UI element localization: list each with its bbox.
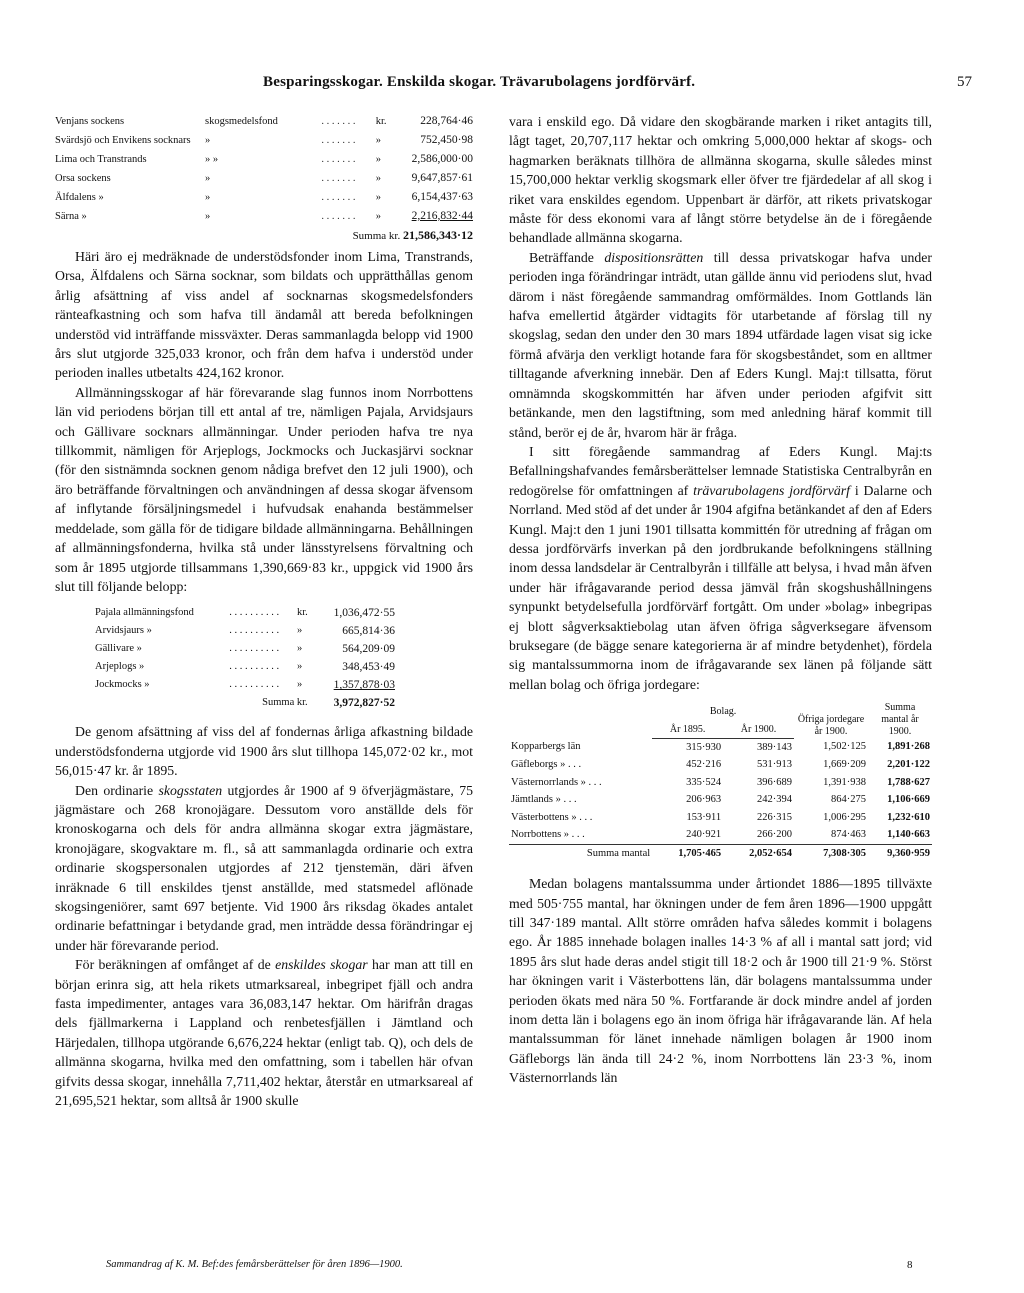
emphasis: enskildes skogar [275,957,368,973]
paragraph [55,781,473,956]
table-row [509,756,932,774]
cell-ofriga: 1,502·125 [823,741,866,753]
paragraph: Allmänningsskogar af här förevarande slag funnos inom Norrbottens län vid periodens början till ett antal af tre, nämligen Pajala, Arvidsjaurs och Gällivare socknars allmänningar. Under perioden hafva tre nya tillkommit, nämligen för Arjeplogs, Jockmocks och Juckasjärvi socknar (för den sistnämnda socknen genom nådiga brefvet den 12 juli 1900), och äro beträffande förvaltningen och användningen af dessa skogar äfvensom af inflytande försäljningsmedel i hufvudsak enahanda bestämmelser meddelade, som gälla för de tidigare bildade allmänningarna. Behållningen af allmänningsfonderna, hvilka stå under länsstyrelsens förvaltning och som år 1895 utgjorde tillsammans 1,390,669·83 kr., uppgick vid 1900 års slut till följande belopp: [55,384,473,594]
paragraph [55,955,473,1110]
running-title: Besparingsskogar. Enskilda skogar. Trävarubolagens jordförvärf. [263,74,696,90]
text-run: Den ordinarie [75,782,159,798]
table-row [509,738,932,756]
table-sum-row [509,844,932,862]
fund-sum-value: 21,586,343·12 [402,228,473,242]
cell-1895: 153·911 [686,811,722,823]
fund-amount: 665,814·36 [342,625,395,638]
lan-name: Norrbottens » . . . [511,829,585,841]
fund-unit: » [297,625,303,637]
fund-label: skogsmedelsfond [205,116,278,127]
text-run: Beträffande [529,249,605,265]
footer-citation: Sammandrag af K. M. Bef:des femårsberättelser för åren 1896—1900. [106,1259,403,1270]
fund-unit: kr. [375,116,387,127]
ofriga-header: Öfriga jordegare år 1900. [797,714,865,738]
running-header [0,74,1024,96]
text-run: har man att till en början erinra sig, att hela rikets utmarksareal, inbegripet fjäll och andra fasta impedimenter, antages vara 36,083,147 hektar. Om härifrån dragas dels fjällmarkerna i Lappland och renbetesfjällen i Jämtland och Härjedalen, tillhopa utgörande 6,676,224 hektar (enligt tab. Q), och dels de allmänna skogarna, hvilka med den omfattning, som i tabellen här ofvan gifvits dessa skogar, innehålla 7,711,402 hektar, återstår en utmarksareal af 21,695,521 hektar, som alltså år 1900 skulle [55,957,473,1109]
year-1900-header: År 1900. [723,718,794,738]
text-run: utgjordes år 1900 af 9 öfverjägmästare, 75 jägmästare och 268 kronojägare. Dessutom voro anställde dels för kronoskogarna och dels för andra allmänna skogar extra jägmästare, kronojägare, skogvaktare m. fl., så att sammanlagda ordinarie och extra ordinarie skogspersonalen utgjordes af 212 tjenstemän, däri äfven inräknade 6 till enskildes tjenst anställde, med statsmedel aflönade skogsingeniörer, samt 697 betjente. Vid 1900 års riksdag ökades antalet ordinarie befattningar i betydande grad, men inträdde dessa förändringar ej under här förevarande period. [55,782,473,953]
cell-1895: 240·921 [686,829,722,841]
paragraph [509,248,932,442]
leader-dots: . . . . . . . . . . [229,625,280,637]
table-row [55,150,473,169]
sum-ofriga: 7,308·305 [794,844,868,862]
cell-ofriga: 1,391·938 [823,776,866,788]
leader-dots: . . . . . . . . . . [229,679,280,691]
allmanningsfond-table [95,604,395,712]
fund-amount: 348,453·49 [342,661,395,674]
fund-name: Venjans sockens [55,116,125,127]
fund-label: » [205,192,211,203]
cell-1900: 242·394 [757,794,792,806]
summa-header: Summa mantal år 1900. [881,702,919,738]
paragraph: De genom afsättning af viss del af fondernas årliga afkastning bildade understödsfonderna utgjorde vid 1900 års slut tillhopa 145,072·02 kr., mot 56,015·47 kr. år 1895. [55,724,473,779]
fund-name: Älfdalens » [55,192,104,203]
fund-unit: » [297,661,303,673]
cell-summa: 2,201·122 [887,759,930,771]
leader-dots: . . . . . . . [321,135,356,146]
right-column [509,112,932,1088]
leader-dots: . . . . . . . . . . [229,607,280,619]
table-row [95,604,395,622]
fund-name: Svärdsjö och Envikens socknars [55,135,191,146]
table-row [55,112,473,131]
signature-mark: 8 [907,1259,913,1271]
table-row [509,791,932,809]
fund-name: Arvidsjaurs » [95,625,152,637]
cell-ofriga: 1,006·295 [823,811,866,823]
fund-amount: 564,209·09 [342,643,395,656]
cell-ofriga: 874·463 [831,829,866,841]
fund-unit: » [297,679,303,691]
lan-header [509,702,652,738]
page-number: 57 [957,74,972,90]
fund-name: Lima och Transtrands [55,154,147,165]
leader-dots: . . . . . . . . . . [229,661,280,673]
cell-1900: 396·689 [757,776,792,788]
lan-name: Västernorrlands » . . . [511,776,602,788]
table-row [509,809,932,827]
fund-amount: 228,764·46 [420,115,473,127]
fund-amount: 2,586,000·00 [411,153,473,165]
fund-name: Särna » [55,211,87,222]
fund-label: » » [205,154,219,165]
mantal-table [509,702,932,862]
fund-unit: » [375,135,382,146]
fund-amount: 1,036,472·55 [333,607,395,620]
table-row [509,774,932,792]
fund-unit: » [297,643,303,655]
leader-dots: . . . . . . . [321,173,356,184]
table-row [95,676,395,694]
allm-sum-value: 3,972,827·52 [333,697,395,710]
lan-name: Gäfleborgs » . . . [511,759,582,771]
emphasis: dispositionsrätten [604,249,704,265]
lan-name: Jämtlands » . . . [511,794,577,806]
table-row [55,131,473,150]
table-row [95,658,395,676]
fund-name: Pajala allmänningsfond [95,607,194,619]
paragraph: Häri äro ej medräknade de understödsfonder inom Lima, Transtrands, Orsa, Älfdalens och Särna socknar, som bildats och upprätthållas genom årlig afsättning af viss andel af socknarnas skogsmedelsfonders ränteafkastning och som hafva till ändamål att bereda befolkningen understöd vid inträffande missväxter. Deras sammanlagda belopp vid 1900 års slut utgjorde 325,033 kronor, och från dem hafva i understöd under perioden inalles utbetalts 424,162 kronor. [55,249,473,381]
cell-1900: 226·315 [757,811,792,823]
leader-dots: . . . . . . . [321,116,356,127]
fund-amount: 752,450·98 [420,134,473,146]
lan-name: Kopparbergs län [511,741,581,753]
cell-ofriga: 864·275 [831,794,866,806]
text-run: I sitt föregående sammandrag af Eders Kungl. Maj:ts Befallningshafvandes femårsberättelser lemnade Statistiska Centralbyrån en redogörelse för omfattningen af [509,443,932,498]
text-run: till dessa privatskogar hafva under perioden inga förändringar inträdt, utan gällde ännu vid periodens slut, hvad därom i näst föregående sammandrag omförmäldes. Inom Gottlands län hafva emellertid åtgärder vidtagits för utarbetande af förslag till ny skogslag, sedan den under den 30 mars 1894 utfärdade lagen visat sig icke förmå afvärja den verkligt hotande fara för skogsbeståndet, som en alltmer tilltagande afverkning innebär. Den af Eders Kungl. Maj:t tillsatta, förut omnämnda skogskommittén har äfven under perioden afgifvit sitt betänkande, men den lagstiftning, som med anledning häraf kommit till stånd, berör ej de år, hvarom här är fråga. [509,249,933,440]
sum-1900: 2,052·654 [723,844,794,862]
table-header-row [509,702,932,718]
year-1895-header: År 1895. [652,718,723,738]
cell-summa: 1,788·627 [887,776,930,788]
text-run: För beräkningen af omfånget af de [75,957,276,973]
fund-label: » [205,173,211,184]
fund-unit: » [375,192,382,203]
fund-amount: 2,216,832·44 [411,210,473,222]
fund-sum-label: Summa kr. [352,230,401,242]
fund-unit: kr. [297,607,308,619]
left-column [55,112,473,1110]
table-row [55,207,473,226]
cell-1895: 452·216 [686,759,722,771]
leader-dots: . . . . . . . [321,192,356,203]
sum-label: Summa mantal [509,844,652,862]
paragraph: Medan bolagens mantalssumma under årtiondet 1886—1895 tillväxte med 505·755 mantal, har ökningen under de fem åren 1896—1900 uppgått till 347·189 mantal. Allt större områden hafva således kommit i bolagens ego. År 1885 innehade bolagen inalles 14·3 % af all i mantal satt jord; vid 1895 års slut hade deras andel stigit till 18·2 och år 1900 till 21·9 %. Störst har ökningen varit i Västerbottens län, där bolagens mantalssumma under perioden ökats med nära 50 %. Fortfarande är dock mindre andel af jorden inom detta län i bolagens ego än inom öfriga här ifrågavarande län. Af hela mantalssumman för länet innehade nämligen bolagen år 1900 inom Gäfleborgs län ända till 24·2 %, inom Norrbottens län 23·3 %, inom Västernorrlands län [509,876,932,1086]
fund-amount: 9,647,857·61 [411,172,473,184]
table-row [55,188,473,207]
paragraph [509,442,932,694]
fund-name: Orsa sockens [55,173,111,184]
emphasis: skogsstaten [158,782,223,798]
table-row [509,826,932,844]
table-row [95,640,395,658]
allm-sum-label: Summa kr. [262,697,308,709]
cell-ofriga: 1,669·209 [823,759,866,771]
bolag-header: Bolag. [709,706,737,718]
cell-summa: 1,140·663 [887,829,930,841]
table-row [55,169,473,188]
fund-unit: » [375,173,382,184]
sum-1895: 1,705·465 [652,844,723,862]
text-run: i Dalarne och Norrland. Med stöd af det under år 1904 afgifna betänkandet af den af Eders Kungl. Maj:t den 1 juni 1901 tillsatta kommittén för utredning af frågan om dessa jordförvärfs inverkan på den jordbrukande befolkningens ställning inom dessa landsdelar är Centralbyrån i tillfälle att belysa, i hvad mån äfven under här ifrågavarande period dessa jämväl från skogshushållningens synpunkt betydelsefulla jordförvärf fortgått. Om under »bolag» inbegripas ej blott sågverksaktiebolag utan äfven öfriga sågverksegare äfvensom bruksegare (de bägge senare kategorierna är af mindre betydenhet), fördela sig mantalssummorna inom de ifrågavarande sex länen på följande sätt mellan bolag och öfriga jordegare: [509,482,932,692]
cell-summa: 1,891·268 [887,741,930,753]
leader-dots: . . . . . . . [321,211,356,222]
fund-label: » [205,211,211,222]
skogsmedelsfond-table [55,112,473,226]
cell-1895: 206·963 [686,794,722,806]
cell-1900: 389·143 [757,741,792,753]
fund-unit: » [375,211,382,222]
cell-1900: 266·200 [757,829,792,841]
table-row [95,622,395,640]
fund-sum [55,226,473,245]
cell-summa: 1,232·610 [887,811,930,823]
fund-name: Jockmocks » [95,679,150,691]
cell-1895: 315·930 [686,741,722,753]
fund-name: Gällivare » [95,643,142,655]
lan-name: Västerbottens » . . . [511,811,593,823]
sum-summa: 9,360·959 [868,844,932,862]
table-row [95,694,395,712]
fund-amount: 6,154,437·63 [411,191,473,203]
emphasis: trävarubolagens jordförvärf [693,482,851,498]
paragraph: vara i enskild ego. Då vidare den skogbärande marken i riket antagits till, lågt taget, 20,707,117 hektar och omkring 5,000,000 hektar af skogs- och hagmarken beräknats tillhöra de allmänna skogarna, skulle således minst 15,700,000 hektar verklig skogsmark eller öfver tre fjärdedelar af all skog i riket vara enskildes egendom. Uppenbart är därför, att rikets privatskogar måste för dess ekonomi vara af långt större betydelse än de i föregående behandlade allmänna skogarna. [509,114,932,246]
leader-dots: . . . . . . . . . . [229,643,280,655]
cell-summa: 1,106·669 [887,794,930,806]
fund-amount: 1,357,878·03 [333,679,395,692]
cell-1900: 531·913 [757,759,792,771]
leader-dots: . . . . . . . [321,154,356,165]
cell-1895: 335·524 [686,776,722,788]
fund-label: » [205,135,211,146]
fund-name: Arjeplogs » [95,661,145,673]
fund-unit: » [375,154,382,165]
